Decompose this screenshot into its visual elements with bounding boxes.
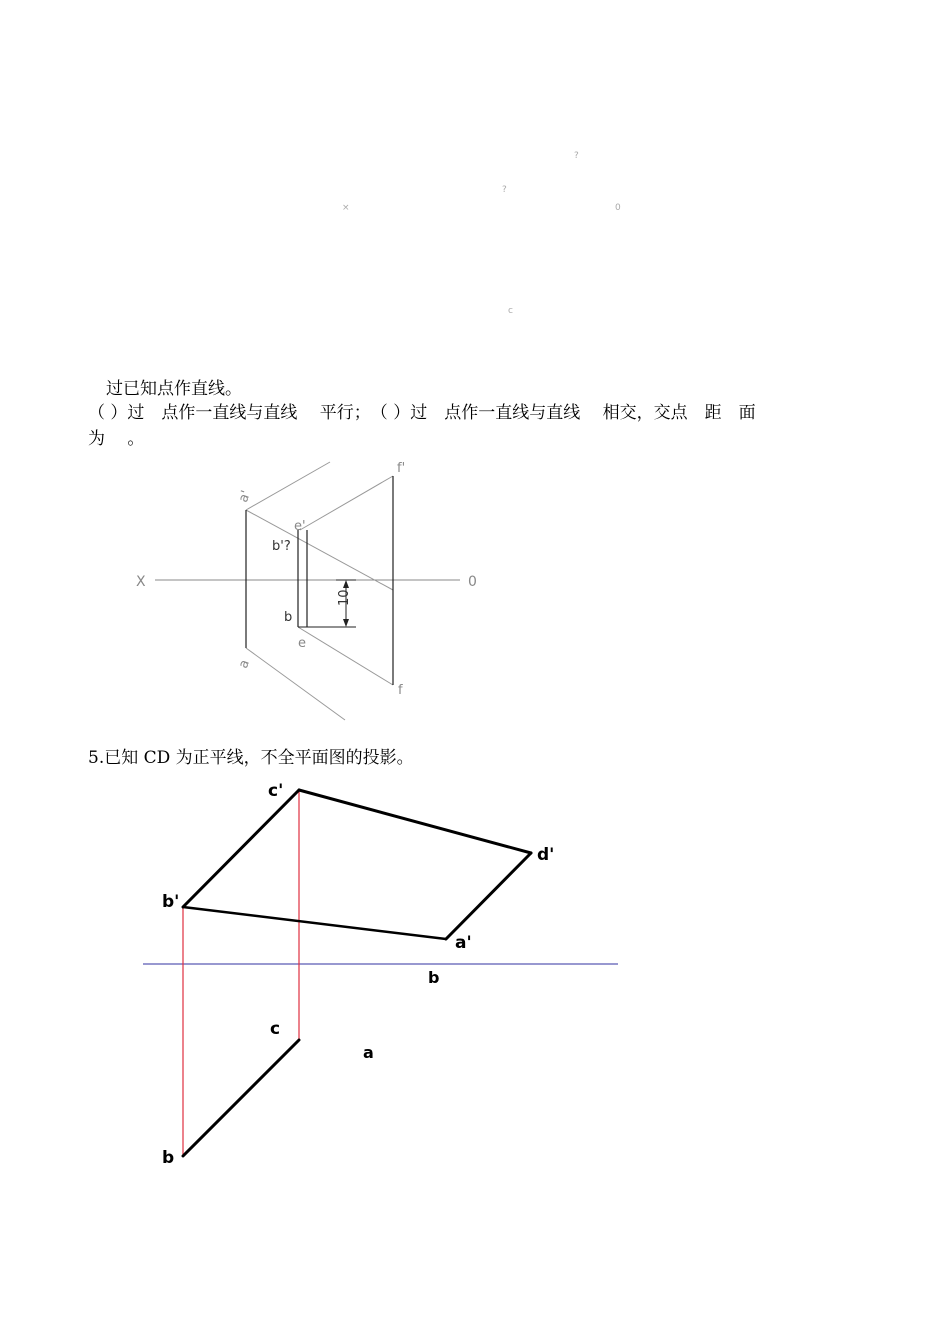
- label5-b: b: [162, 1148, 175, 1168]
- label-b: b: [284, 610, 293, 625]
- label5-d-prime: d': [537, 845, 555, 865]
- label-dim-10: 10: [337, 589, 352, 606]
- label5-a-prime: a': [455, 933, 472, 953]
- label5-c: c: [270, 1019, 281, 1039]
- problem4-title: 过已知点作直线。: [106, 379, 242, 399]
- faint-mark-o: 0: [615, 203, 621, 213]
- label5-a: a: [363, 1043, 374, 1062]
- label5-c-prime: c': [268, 781, 284, 801]
- label5-b-axis: b: [428, 968, 440, 987]
- front-view-edge-ba: [183, 907, 446, 939]
- label-b-prime-q: b'?: [272, 539, 291, 554]
- problem4-line1: （ ）过 点作一直线与直线 平行； （ ）过 点作一直线与直线 相交，交点 距 面: [88, 403, 756, 423]
- problem4-line2: 为 。: [88, 429, 145, 449]
- faint-mark-1: ?: [574, 151, 579, 161]
- faint-mark-c: c: [508, 306, 513, 316]
- front-view-outline: [183, 790, 531, 939]
- label-x: X: [136, 574, 146, 590]
- label-o: 0: [468, 574, 477, 590]
- label-f: f: [398, 683, 403, 698]
- label-e-prime: e': [294, 519, 306, 534]
- label-a-prime: a': [236, 488, 255, 505]
- label-a: a: [236, 657, 253, 671]
- top-view-edge-bc: [183, 1040, 299, 1156]
- faint-mark-x: ×: [342, 203, 350, 213]
- label-e: e: [298, 636, 306, 651]
- faint-mark-2: ?: [502, 185, 507, 195]
- label5-b-prime: b': [162, 892, 180, 912]
- problem5-title: 5.已知 CD 为正平线，不全平面图的投影。: [88, 748, 414, 768]
- label-f-prime: f': [397, 461, 406, 476]
